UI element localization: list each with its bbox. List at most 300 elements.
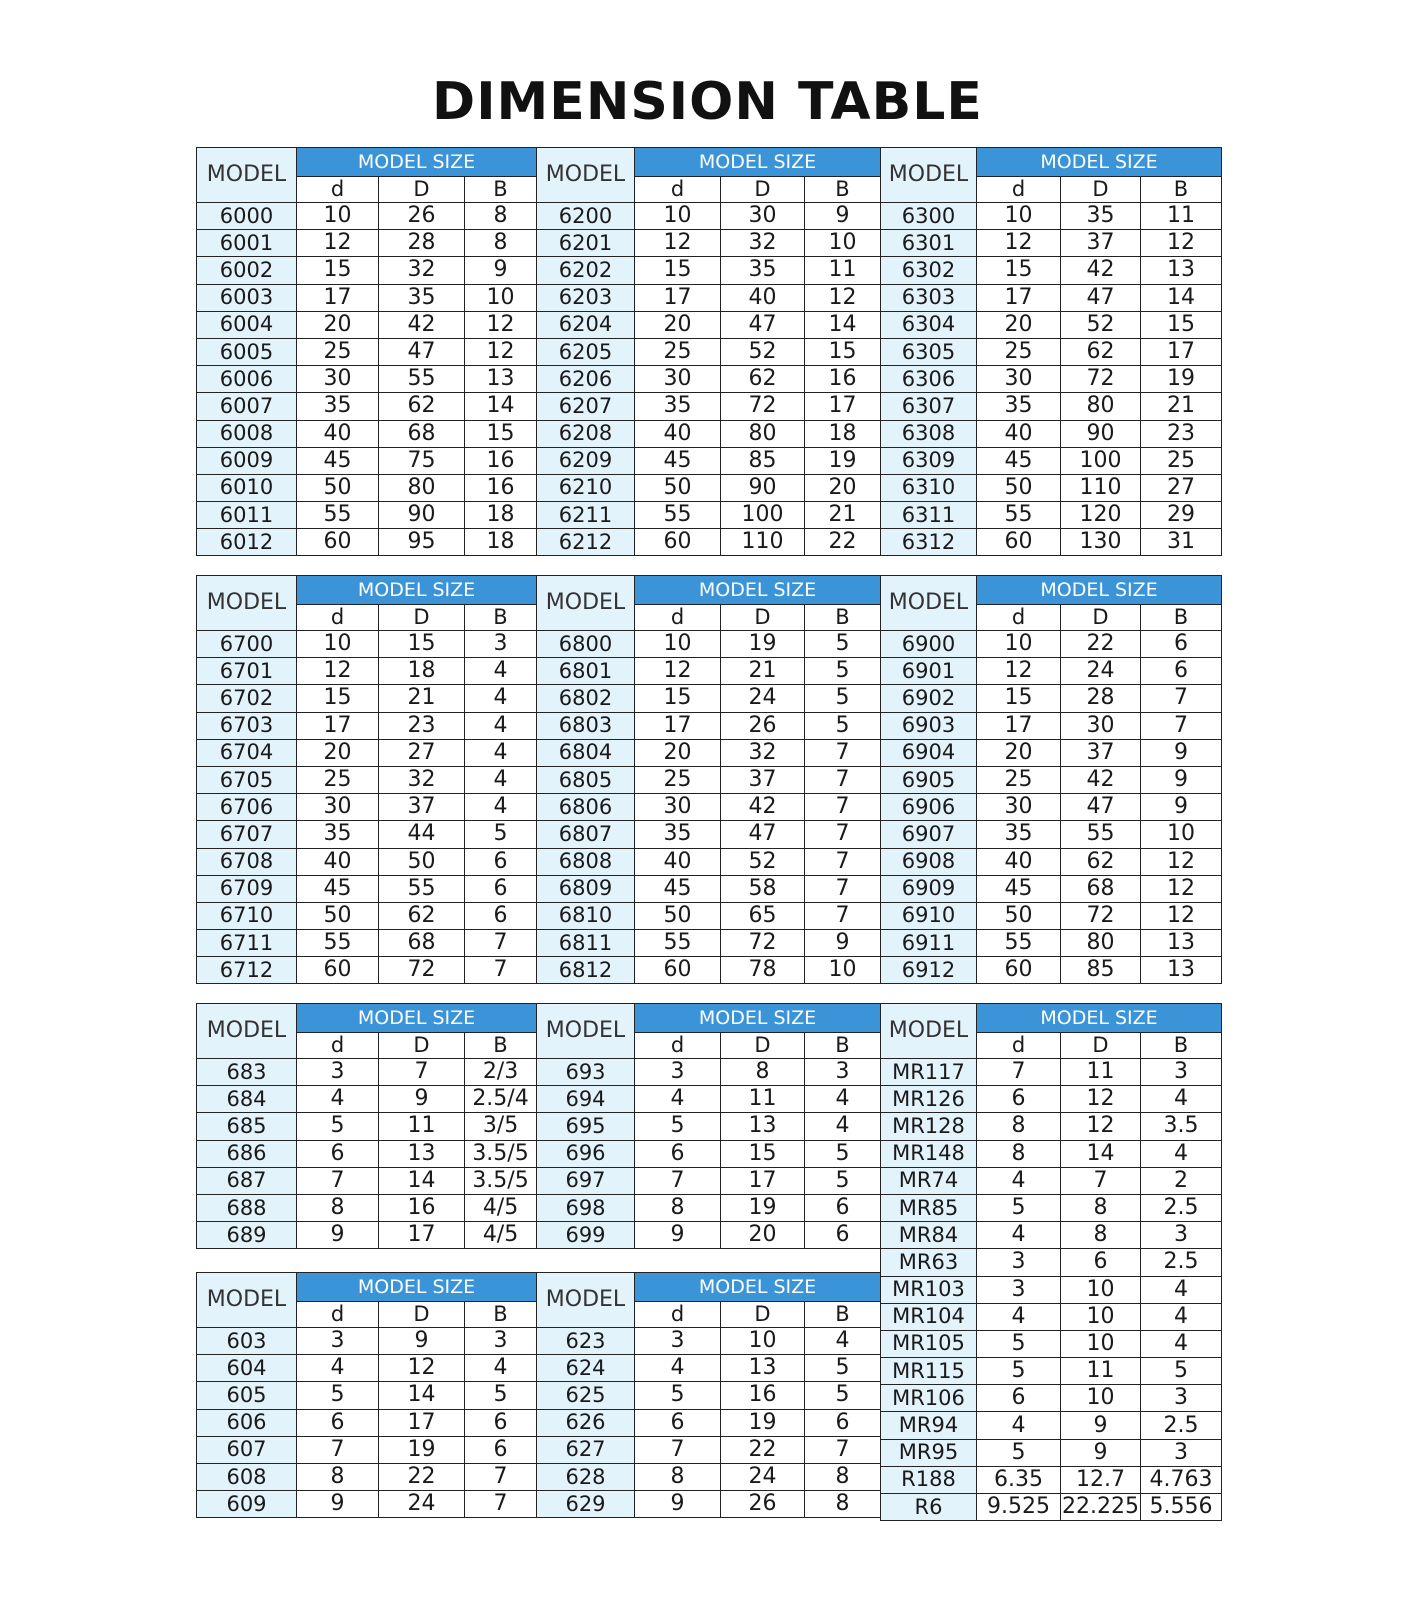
- width-cell: 7: [805, 875, 881, 902]
- outer-diameter-cell: 8: [1061, 1222, 1141, 1249]
- outer-diameter-header: D: [721, 177, 805, 203]
- page-title: DIMENSION TABLE: [432, 72, 983, 132]
- table-row: [537, 685, 881, 712]
- outer-diameter-cell: 62: [379, 902, 465, 929]
- table-row: [881, 658, 1222, 685]
- outer-diameter-cell: 24: [379, 1491, 465, 1518]
- table-row: [537, 1328, 881, 1355]
- inner-diameter-cell: 45: [635, 875, 721, 902]
- inner-diameter-cell: 4: [297, 1355, 379, 1382]
- dimension-table-grid: [196, 1272, 537, 1518]
- table-row: [537, 821, 881, 848]
- inner-diameter-cell: 3: [977, 1276, 1061, 1303]
- table-row: [197, 257, 537, 284]
- width-cell: 4/5: [465, 1194, 537, 1221]
- width-cell: 5: [1141, 1358, 1222, 1385]
- table-row: [197, 930, 537, 957]
- outer-diameter-cell: 52: [721, 848, 805, 875]
- inner-diameter-cell: 30: [635, 794, 721, 821]
- model-cell: 6712: [197, 957, 297, 984]
- model-cell: 687: [197, 1167, 297, 1194]
- table-row: [537, 875, 881, 902]
- width-cell: 11: [1141, 203, 1222, 230]
- table-row: [537, 1382, 881, 1409]
- model-cell: 6702: [197, 685, 297, 712]
- width-cell: 7: [805, 739, 881, 766]
- inner-diameter-cell: 8: [977, 1113, 1061, 1140]
- inner-diameter-cell: 7: [977, 1059, 1061, 1086]
- width-cell: 5: [805, 631, 881, 658]
- width-cell: 6: [465, 875, 537, 902]
- width-header: B: [465, 177, 537, 203]
- table-row: [197, 902, 537, 929]
- model-cell: 625: [537, 1382, 635, 1409]
- model-cell: 6708: [197, 848, 297, 875]
- table-row: [197, 712, 537, 739]
- width-cell: 6: [805, 1222, 881, 1249]
- outer-diameter-cell: 9: [379, 1328, 465, 1355]
- header-row: [881, 148, 1222, 177]
- inner-diameter-cell: 4: [977, 1412, 1061, 1439]
- outer-diameter-cell: 30: [721, 203, 805, 230]
- table-row: [881, 284, 1222, 311]
- model-cell: 6901: [881, 658, 977, 685]
- width-cell: 27: [1141, 474, 1222, 501]
- table-row: [197, 1059, 537, 1086]
- dimension-table: [196, 1272, 536, 1518]
- table-row: [881, 930, 1222, 957]
- inner-diameter-cell: 45: [297, 447, 379, 474]
- width-cell: 10: [805, 230, 881, 257]
- inner-diameter-cell: 60: [977, 957, 1061, 984]
- inner-diameter-header: d: [977, 177, 1061, 203]
- outer-diameter-cell: 37: [379, 794, 465, 821]
- table-row: [197, 311, 537, 338]
- model-cell: 6805: [537, 766, 635, 793]
- inner-diameter-cell: 7: [635, 1167, 721, 1194]
- outer-diameter-cell: 52: [721, 338, 805, 365]
- model-cell: 6305: [881, 338, 977, 365]
- model-size-header: MODEL SIZE: [297, 1004, 537, 1033]
- inner-diameter-cell: 4: [635, 1086, 721, 1113]
- table-row: [881, 739, 1222, 766]
- table-row: [197, 1222, 537, 1249]
- outer-diameter-cell: 26: [721, 1491, 805, 1518]
- outer-diameter-cell: 35: [1061, 203, 1141, 230]
- table-row: [197, 631, 537, 658]
- width-header: B: [1141, 1033, 1222, 1059]
- table-row: [881, 1113, 1222, 1140]
- inner-diameter-cell: 45: [977, 875, 1061, 902]
- width-cell: 3: [1141, 1439, 1222, 1466]
- model-column-header: MODEL: [197, 1004, 297, 1059]
- width-cell: 6: [805, 1409, 881, 1436]
- outer-diameter-cell: 24: [1061, 658, 1141, 685]
- header-row: [537, 1004, 881, 1033]
- inner-diameter-cell: 17: [297, 284, 379, 311]
- width-cell: 7: [1141, 685, 1222, 712]
- outer-diameter-cell: 80: [1061, 393, 1141, 420]
- width-cell: 17: [805, 393, 881, 420]
- dimension-table-grid: [536, 147, 881, 556]
- table-row: [881, 257, 1222, 284]
- inner-diameter-cell: 55: [977, 930, 1061, 957]
- model-cell: 6905: [881, 766, 977, 793]
- width-cell: 15: [1141, 311, 1222, 338]
- width-cell: 10: [805, 957, 881, 984]
- model-size-header: MODEL SIZE: [297, 148, 537, 177]
- width-cell: 16: [805, 366, 881, 393]
- width-cell: 4: [465, 685, 537, 712]
- outer-diameter-cell: 47: [721, 821, 805, 848]
- model-cell: 6903: [881, 712, 977, 739]
- model-size-header: MODEL SIZE: [635, 1004, 881, 1033]
- inner-diameter-cell: 4: [977, 1303, 1061, 1330]
- outer-diameter-cell: 42: [1061, 766, 1141, 793]
- width-cell: 8: [465, 230, 537, 257]
- inner-diameter-cell: 25: [635, 338, 721, 365]
- table-row: [197, 875, 537, 902]
- table-row: [197, 1463, 537, 1490]
- width-cell: 9: [1141, 766, 1222, 793]
- outer-diameter-cell: 24: [721, 685, 805, 712]
- model-column-header: MODEL: [197, 148, 297, 203]
- model-cell: 688: [197, 1194, 297, 1221]
- header-row: [881, 576, 1222, 605]
- table-row: [881, 1167, 1222, 1194]
- inner-diameter-cell: 50: [635, 902, 721, 929]
- dimension-table: [880, 1003, 1221, 1521]
- model-cell: 689: [197, 1222, 297, 1249]
- outer-diameter-cell: 37: [1061, 739, 1141, 766]
- model-cell: 624: [537, 1355, 635, 1382]
- width-cell: 6: [465, 848, 537, 875]
- outer-diameter-cell: 90: [379, 502, 465, 529]
- table-row: [197, 739, 537, 766]
- width-cell: 23: [1141, 420, 1222, 447]
- inner-diameter-cell: 10: [977, 631, 1061, 658]
- inner-diameter-cell: 15: [635, 257, 721, 284]
- width-cell: 10: [465, 284, 537, 311]
- model-cell: R188: [881, 1466, 977, 1493]
- table-row: [537, 230, 881, 257]
- model-cell: 6206: [537, 366, 635, 393]
- dimension-table: [196, 1003, 536, 1249]
- model-cell: 6906: [881, 794, 977, 821]
- model-cell: MR95: [881, 1439, 977, 1466]
- dimension-table: [536, 575, 880, 984]
- table-section-67-68-69: [196, 575, 1221, 985]
- table-row: [881, 1140, 1222, 1167]
- outer-diameter-cell: 55: [379, 875, 465, 902]
- width-cell: 7: [805, 902, 881, 929]
- table-row: [197, 393, 537, 420]
- width-header: B: [805, 1033, 881, 1059]
- inner-diameter-cell: 45: [635, 447, 721, 474]
- model-cell: 6804: [537, 739, 635, 766]
- outer-diameter-cell: 130: [1061, 529, 1141, 556]
- model-cell: 6908: [881, 848, 977, 875]
- outer-diameter-cell: 28: [379, 230, 465, 257]
- model-cell: 6006: [197, 366, 297, 393]
- table-row: [197, 957, 537, 984]
- width-cell: 7: [805, 848, 881, 875]
- outer-diameter-cell: 11: [379, 1113, 465, 1140]
- model-cell: 693: [537, 1059, 635, 1086]
- outer-diameter-cell: 10: [1061, 1385, 1141, 1412]
- inner-diameter-header: d: [297, 1302, 379, 1328]
- inner-diameter-cell: 9.525: [977, 1494, 1061, 1521]
- model-cell: 695: [537, 1113, 635, 1140]
- outer-diameter-cell: 85: [721, 447, 805, 474]
- inner-diameter-cell: 5: [297, 1382, 379, 1409]
- table-row: [537, 930, 881, 957]
- model-cell: 6207: [537, 393, 635, 420]
- inner-diameter-cell: 50: [297, 902, 379, 929]
- inner-diameter-cell: 7: [297, 1167, 379, 1194]
- model-cell: 6312: [881, 529, 977, 556]
- width-cell: 7: [805, 1436, 881, 1463]
- width-cell: 18: [465, 529, 537, 556]
- width-header: B: [805, 177, 881, 203]
- model-size-header: MODEL SIZE: [297, 1273, 537, 1302]
- outer-diameter-cell: 42: [721, 794, 805, 821]
- outer-diameter-cell: 24: [721, 1463, 805, 1490]
- header-row: [537, 576, 881, 605]
- model-cell: 6801: [537, 658, 635, 685]
- inner-diameter-cell: 20: [635, 311, 721, 338]
- dimension-table: [196, 147, 536, 556]
- width-cell: 7: [805, 766, 881, 793]
- table-section-60x-62x: [196, 1272, 861, 1517]
- outer-diameter-cell: 32: [721, 739, 805, 766]
- width-cell: 4/5: [465, 1222, 537, 1249]
- inner-diameter-cell: 35: [297, 821, 379, 848]
- model-cell: MR115: [881, 1358, 977, 1385]
- table-row: [881, 1059, 1222, 1086]
- table-row: [537, 658, 881, 685]
- outer-diameter-cell: 11: [1061, 1059, 1141, 1086]
- width-header: B: [465, 1033, 537, 1059]
- model-cell: MR74: [881, 1167, 977, 1194]
- outer-diameter-cell: 80: [721, 420, 805, 447]
- table-row: [537, 284, 881, 311]
- inner-diameter-cell: 55: [977, 502, 1061, 529]
- inner-diameter-cell: 40: [297, 420, 379, 447]
- outer-diameter-cell: 72: [1061, 366, 1141, 393]
- table-row: [881, 1494, 1222, 1521]
- model-cell: 6703: [197, 712, 297, 739]
- model-column-header: MODEL: [537, 1004, 635, 1059]
- inner-diameter-cell: 7: [297, 1436, 379, 1463]
- model-cell: 6208: [537, 420, 635, 447]
- outer-diameter-cell: 17: [379, 1222, 465, 1249]
- outer-diameter-cell: 80: [1061, 930, 1141, 957]
- outer-diameter-cell: 22: [1061, 631, 1141, 658]
- table-row: [537, 447, 881, 474]
- table-row: [197, 420, 537, 447]
- outer-diameter-cell: 72: [721, 930, 805, 957]
- width-cell: 12: [465, 338, 537, 365]
- outer-diameter-cell: 65: [721, 902, 805, 929]
- model-column-header: MODEL: [197, 1273, 297, 1328]
- outer-diameter-cell: 6: [1061, 1249, 1141, 1276]
- model-cell: 6203: [537, 284, 635, 311]
- inner-diameter-cell: 8: [635, 1463, 721, 1490]
- model-cell: 6211: [537, 502, 635, 529]
- inner-diameter-cell: 6: [635, 1409, 721, 1436]
- outer-diameter-cell: 42: [379, 311, 465, 338]
- model-cell: 603: [197, 1328, 297, 1355]
- table-row: [881, 474, 1222, 501]
- width-cell: 4: [1141, 1140, 1222, 1167]
- outer-diameter-cell: 22.225: [1062, 1494, 1139, 1520]
- model-column-header: MODEL: [537, 576, 635, 631]
- width-cell: 29: [1141, 502, 1222, 529]
- width-cell: 3/5: [465, 1113, 537, 1140]
- inner-diameter-cell: 30: [635, 366, 721, 393]
- outer-diameter-cell: 8: [721, 1059, 805, 1086]
- width-cell: 4: [805, 1086, 881, 1113]
- inner-diameter-cell: 3: [635, 1059, 721, 1086]
- dimension-table-grid: [880, 147, 1222, 556]
- header-row: [197, 1273, 537, 1302]
- table-row: [537, 1491, 881, 1518]
- outer-diameter-cell: 32: [379, 257, 465, 284]
- model-size-header: MODEL SIZE: [977, 576, 1222, 605]
- model-cell: MR85: [881, 1194, 977, 1221]
- width-header: B: [465, 605, 537, 631]
- outer-diameter-cell: 62: [721, 366, 805, 393]
- width-cell: 10: [1141, 821, 1222, 848]
- inner-diameter-cell: 30: [297, 366, 379, 393]
- model-cell: 6802: [537, 685, 635, 712]
- inner-diameter-cell: 5: [977, 1358, 1061, 1385]
- table-row: [537, 1113, 881, 1140]
- outer-diameter-cell: 75: [379, 447, 465, 474]
- table-row: [197, 474, 537, 501]
- inner-diameter-cell: 8: [297, 1194, 379, 1221]
- model-cell: 6005: [197, 338, 297, 365]
- inner-diameter-cell: 10: [635, 203, 721, 230]
- width-cell: 7: [1141, 712, 1222, 739]
- outer-diameter-cell: 12: [1061, 1086, 1141, 1113]
- model-cell: MR84: [881, 1222, 977, 1249]
- inner-diameter-cell: 12: [297, 658, 379, 685]
- width-cell: 2.5/4: [465, 1086, 537, 1113]
- table-row: [537, 631, 881, 658]
- table-row: [197, 1167, 537, 1194]
- outer-diameter-cell: 44: [379, 821, 465, 848]
- inner-diameter-cell: 25: [977, 766, 1061, 793]
- inner-diameter-cell: 17: [297, 712, 379, 739]
- table-row: [537, 1059, 881, 1086]
- inner-diameter-cell: 60: [297, 529, 379, 556]
- width-cell: 8: [465, 203, 537, 230]
- inner-diameter-cell: 9: [635, 1222, 721, 1249]
- width-cell: 7: [465, 930, 537, 957]
- model-cell: 6000: [197, 203, 297, 230]
- outer-diameter-cell: 14: [379, 1167, 465, 1194]
- table-row: [537, 957, 881, 984]
- outer-diameter-cell: 58: [721, 875, 805, 902]
- inner-diameter-cell: 6: [977, 1086, 1061, 1113]
- inner-diameter-cell: 3: [635, 1328, 721, 1355]
- model-cell: 6310: [881, 474, 977, 501]
- model-cell: 6210: [537, 474, 635, 501]
- outer-diameter-cell: 17: [721, 1167, 805, 1194]
- model-size-header: MODEL SIZE: [635, 1273, 881, 1302]
- model-cell: 605: [197, 1382, 297, 1409]
- inner-diameter-cell: 20: [977, 739, 1061, 766]
- model-cell: 6201: [537, 230, 635, 257]
- model-cell: 6304: [881, 311, 977, 338]
- table-row: [197, 1086, 537, 1113]
- width-cell: 5: [805, 658, 881, 685]
- inner-diameter-cell: 35: [977, 821, 1061, 848]
- inner-diameter-cell: 25: [635, 766, 721, 793]
- width-header: B: [1141, 605, 1222, 631]
- width-cell: 18: [465, 502, 537, 529]
- model-cell: 6810: [537, 902, 635, 929]
- outer-diameter-cell: 10: [721, 1328, 805, 1355]
- outer-diameter-cell: 15: [721, 1140, 805, 1167]
- inner-diameter-cell: 40: [977, 848, 1061, 875]
- model-cell: 6807: [537, 821, 635, 848]
- outer-diameter-cell: 9: [1061, 1439, 1141, 1466]
- model-cell: MR94: [881, 1412, 977, 1439]
- outer-diameter-cell: 13: [721, 1113, 805, 1140]
- dimension-table: [536, 1003, 880, 1249]
- outer-diameter-cell: 110: [721, 529, 805, 556]
- outer-diameter-cell: 30: [1061, 712, 1141, 739]
- model-cell: 607: [197, 1436, 297, 1463]
- dimension-table-grid: [196, 1003, 537, 1249]
- inner-diameter-cell: 15: [297, 685, 379, 712]
- outer-diameter-cell: 32: [721, 230, 805, 257]
- table-row: [197, 284, 537, 311]
- table-row: [537, 366, 881, 393]
- width-cell: 2: [1141, 1167, 1222, 1194]
- table-row: [881, 1194, 1222, 1221]
- outer-diameter-cell: 21: [721, 658, 805, 685]
- inner-diameter-cell: 30: [977, 794, 1061, 821]
- width-cell: 2.5: [1141, 1412, 1222, 1439]
- width-cell: 2.5: [1141, 1249, 1222, 1276]
- table-row: [881, 1086, 1222, 1113]
- width-cell: 21: [1141, 393, 1222, 420]
- model-cell: MR105: [881, 1330, 977, 1357]
- inner-diameter-header: d: [977, 1033, 1061, 1059]
- outer-diameter-cell: 120: [1061, 502, 1141, 529]
- table-row: [881, 766, 1222, 793]
- width-cell: 3: [465, 1328, 537, 1355]
- outer-diameter-cell: 27: [379, 739, 465, 766]
- outer-diameter-cell: 72: [379, 957, 465, 984]
- width-cell: 4: [465, 658, 537, 685]
- width-cell: 12: [465, 311, 537, 338]
- inner-diameter-cell: 5: [977, 1330, 1061, 1357]
- model-cell: 6012: [197, 529, 297, 556]
- outer-diameter-header: D: [721, 1302, 805, 1328]
- model-cell: 6709: [197, 875, 297, 902]
- model-cell: 609: [197, 1491, 297, 1518]
- table-row: [537, 902, 881, 929]
- inner-diameter-cell: 40: [977, 420, 1061, 447]
- table-row: [881, 338, 1222, 365]
- model-cell: 623: [537, 1328, 635, 1355]
- table-row: [537, 311, 881, 338]
